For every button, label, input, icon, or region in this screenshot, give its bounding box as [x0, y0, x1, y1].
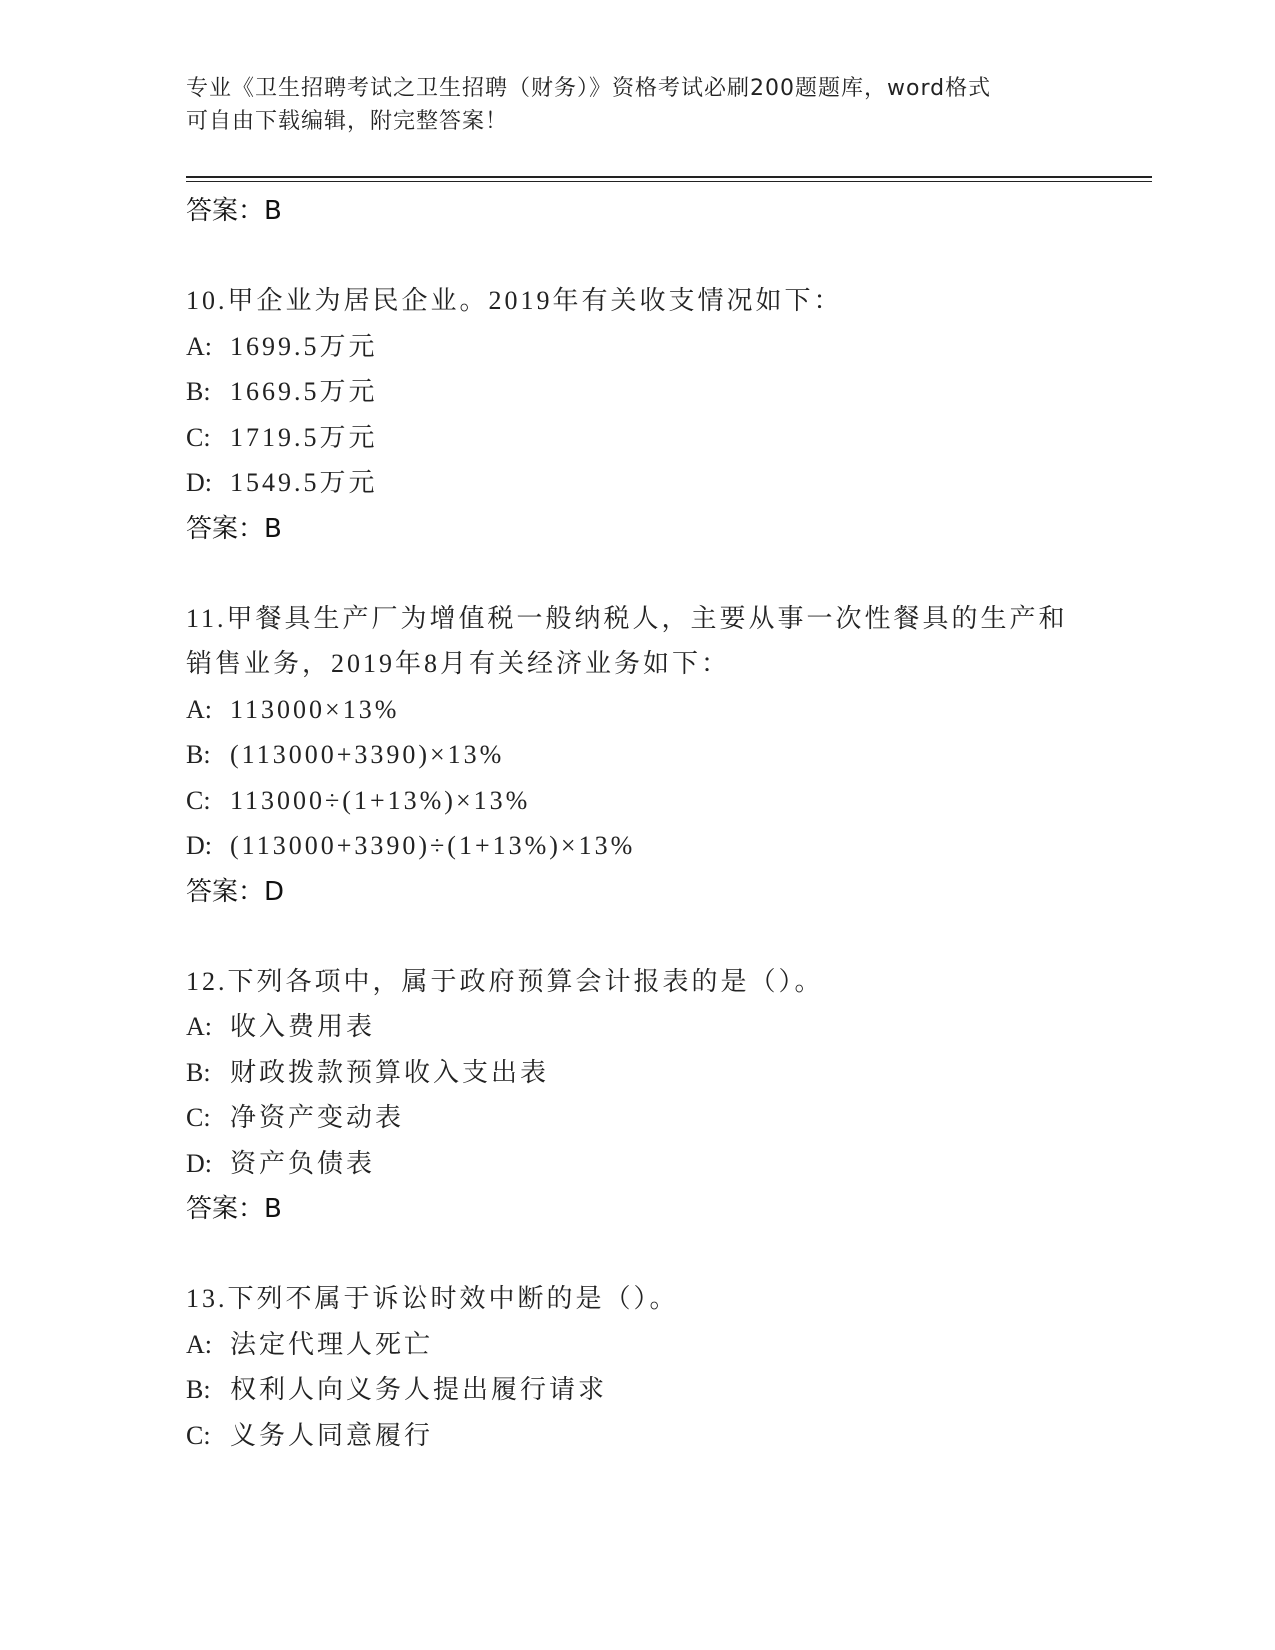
option-item: [186, 415, 1152, 461]
option-key: B:: [186, 1057, 211, 1087]
option-text: 权利人向义务人提出履行请求: [230, 1375, 608, 1404]
option-key: C:: [186, 1103, 211, 1132]
option-text: 资产负债表: [230, 1148, 376, 1178]
option-key: B:: [186, 377, 211, 406]
option-key: A:: [186, 1012, 212, 1041]
answer-line: 答案：D: [186, 876, 285, 907]
header-line-2: 可自由下载编辑，附完整答案！: [186, 109, 509, 134]
question-text: 10.甲企业为居民企业。2019年有关收支情况如下：: [186, 286, 843, 315]
option-item: [186, 1322, 1152, 1368]
option-text: 1549.5万元: [230, 468, 378, 497]
question-content: [186, 188, 1152, 1458]
option-item: [186, 369, 1152, 415]
option-key: C:: [186, 422, 211, 452]
question-block: [186, 278, 1152, 552]
question-list: [186, 278, 1152, 1458]
option-item: [186, 1004, 1152, 1050]
answer-line: 答案：B: [186, 1194, 282, 1224]
header-line-1: 专业《卫生招聘考试之卫生招聘（财务）》资格考试必刷200题题库，word格式: [186, 76, 992, 101]
question-text: 11.甲餐具生产厂为增值税一般纳税人，主要从事一次性餐具的生产和: [186, 603, 1068, 633]
option-key: C:: [186, 1420, 211, 1450]
option-key: D:: [186, 831, 212, 860]
option-key: D:: [186, 1148, 212, 1178]
option-text: 财政拨款预算收入支出表: [230, 1057, 550, 1087]
option-key: D:: [186, 468, 212, 497]
option-text: 1669.5万元: [230, 377, 378, 406]
option-item: [186, 1050, 1152, 1096]
option-item: [186, 732, 1152, 778]
option-key: A:: [186, 331, 212, 361]
option-key: A:: [186, 1329, 212, 1359]
question-text: 销售业务，2019年8月有关经济业务如下：: [186, 649, 731, 678]
option-item: [186, 1413, 1152, 1459]
option-text: 1719.5万元: [230, 422, 378, 452]
option-item: [186, 823, 1152, 869]
option-key: B:: [186, 1375, 211, 1404]
option-text: 法定代理人死亡: [230, 1329, 434, 1359]
option-item: [186, 460, 1152, 506]
question-block: [186, 596, 1152, 915]
option-item: [186, 778, 1152, 824]
question-block: [186, 959, 1152, 1233]
option-text: 净资产变动表: [230, 1103, 405, 1132]
question-block: [186, 1276, 1152, 1458]
question-text: 12.下列各项中，属于政府预算会计报表的是（）。: [186, 966, 824, 996]
option-text: 1699.5万元: [230, 331, 378, 361]
option-text: (113000+3390)×13%: [230, 740, 505, 769]
answer-line: 答案：B: [186, 513, 282, 544]
option-text: 义务人同意履行: [230, 1420, 434, 1450]
option-item: [186, 324, 1152, 370]
answer-line: 答案：B: [186, 196, 282, 226]
option-item: [186, 1095, 1152, 1141]
document-header: [186, 72, 1086, 138]
option-key: C:: [186, 785, 211, 815]
option-item: [186, 1367, 1152, 1413]
option-text: 113000×13%: [230, 694, 400, 724]
option-key: A:: [186, 694, 212, 724]
option-text: (113000+3390)÷(1+13%)×13%: [230, 831, 636, 860]
header-divider-thin: [186, 181, 1152, 182]
question-text: 13.下列不属于诉讼时效中断的是（）。: [186, 1284, 679, 1313]
option-item: [186, 687, 1152, 733]
header-divider-thick: [186, 176, 1152, 178]
option-text: 113000÷(1+13%)×13%: [230, 785, 531, 815]
option-text: 收入费用表: [230, 1012, 376, 1041]
option-item: [186, 1141, 1152, 1187]
option-key: B:: [186, 740, 211, 769]
